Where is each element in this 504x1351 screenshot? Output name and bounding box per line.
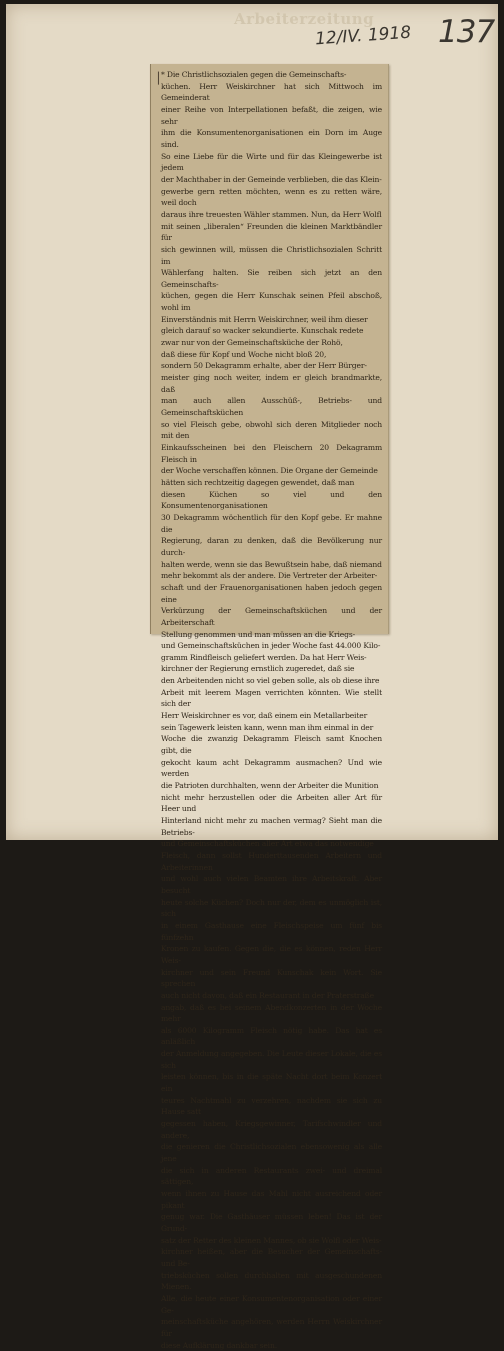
newspaper-clipping: [150, 64, 389, 1350]
folio-number: 137: [438, 14, 495, 50]
margin-mark: │: [155, 72, 162, 85]
newspaper-masthead: Arbeiterzeitung: [234, 10, 375, 28]
handwritten-date: 12/IV. 1918: [314, 22, 412, 50]
article-text: * Die Christlichsozialen gegen die Gemeinschafts- küchen. Herr Weiskirchner hat sich Mittwoch im Gemeinderat einer Reihe von Interpellationen befaßt, die zeigen, wie sehr ihm die Konsumentenorganisationen ein Dorn im Auge sind. So eine Liebe für die Wirte und für das Kleingewerbe ist jedem der Machthaber in der Gemeinde verblieben, die das Klein- gewerbe gern retten möchten, wenn es zu retten wäre, weil doch daraus ihre treuesten Wähler stammen. Nun, da Herr Wolfl mit seinen „liberalen“ Freunden die kleinen Marktbändler für sich gewinnen will, müssen die Christlichsozialen Schritt im Wählerfang halten. Sie reiben sich jetzt an den Gemeinschafts- küchen, gegen die Herr Kunschak seinen Pfeil abschoß, wohl im Einverständnis mit Herrn Weiskirchner, weil ihm dieser gleich darauf so wacker sekundierte. Kunschak redete zwar nur von der Gemeinschaftsküche der Rohö, daß diese für Kopf und Woche nicht bloß 20, sondern 50 Dekagramm erhalte, aber der Herr Bürger- meister ging noch weiter, indem er gleich brandmarkte, daß man auch allen Ausschüß-, Betriebs- und Gemeinschaftsküchen so viel Fleisch gebe, obwohl sich deren Mitglieder noch mit den Einkaufsscheinen bei den Fleischern 20 Dekagramm Fleisch in der Woche verschaffen können. Die Organe der Gemeinde hätten sich rechtzeitig dagegen gewendet, daß man diesen Küchen so viel und den Konsumentenorganisationen 30 Dekagramm wöchentlich für den Kopf gebe. Er mahne die Regierung, daran zu denken, daß die Bevölkerung nur durch- halten werde, wenn sie das Bewußtsein habe, daß niemand mehr bekommt als der andere. Die Vertreter der Arbeiter- schaft und der Frauenorganisationen haben jedoch gegen eine Verkürzung der Gemeinschaftsküchen und der Arbeiterschaft Stellung genommen und man müssen an die Kriegs- und Gemeinschaftsküchen in jeder Woche fast 44.000 Kilo- gramm Rindfleisch geliefert werden. Da hat Herr Weis- kirchner der Regierung ernstlich zugeredet, daß sie den Arbeitenden nicht so viel geben solle, als ob diese ihre Arbeit mit leerem Magen verrichten könnten. Wie stellt sich der Herr Weiskirchner es vor, daß einem ein Metallarbeiter sein Tagewerk leisten kann, wenn man ihm einmal in der Woche die zwanzig Dekagramm Fleisch samt Knochen gibt, die gekocht kaum acht Dekagramm ausmachen? Und wie werden die Patrioten durchhalten, wenn der Arbeiter die Munition nicht mehr herzustellen oder die Arbeiten aller Art für Heer und Hinterland nicht mehr zu machen vermag? Sieht man die Betriebs- und Gemeinschaftsküchen aller Art etwa das notwendige Fleisch, dann sollst Hunderttausenden Arbeitern und Arbeiterinnen und wohl auch vielen Beamten ihre Arbeitskraft. Aber besucht heute solche Küchen? Doch nur der, dem es unmöglich ist, sich in einem Gasthause eine Fleischspeise um fünf bis fünfzehn Kronen zu kaufen. Gegen die, die es können, reden Herr Weis- kirchner und sein Freund Kunschak kein Wort. Sie sprechen auch nicht davon, daß ein Restaurant in der Praterstraße angab, daß es bei seinem Abendkonzerten in der Woche mehr als 6000 Kilogramm Fleisch nötig habe. Das hat es anläßlich der Anmeldung angegeben. Die Leute dieser Lokale, die es sich leisten können, bis in die späte Nacht dort beim Konzert ein teures Nachtmahl zu verzehren, nachdem sie sich zu Hause satt gegessen haben, Kriegsgewinner, Tarifschwindler und andere, die genieren die Christlichsozialen ebensowenig als alle jene die sich in anderen Restaurants zwei- und dreimal sättigen, wenn ihnen zu Hause das Mahl nicht ausreichend oder pikant genug war. Die Gasthäuser müssen leben! Das ist der Grund- satz der Retter des kleinen Mannes, ob sie Wolfl oder Weis- kirchner heißen, aber die Besucher der Gemeinschafts- und Be- triebsküchen sollen durchhalten mit ausgeschundenen Mienen. Alle, die heute einer Konsumentenorganisation oder einer Ge- meinschaftsküche angehören, werden Herrn Weiskirchner für diese Aufklärung dankbar sein.: [161, 70, 382, 1350]
